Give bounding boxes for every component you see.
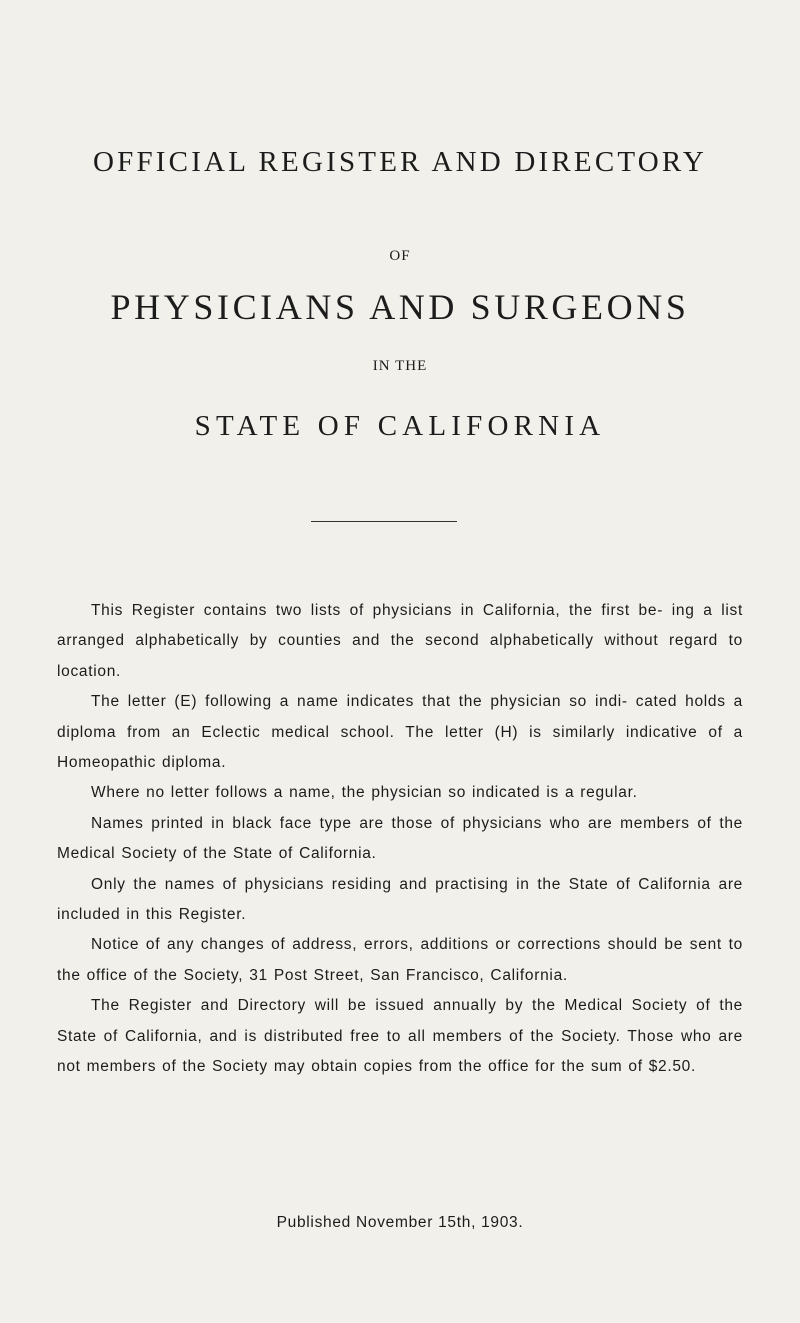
paragraph-black-face-type: Names printed in black face type are those of physicians who are members of the Medical Society of the State of California. (57, 814, 743, 863)
paragraph-lists: This Register contains two lists of physicians in California, the first be- ing a list arranged alphabetically by counties and the second alphabetically without regard to location. (57, 602, 743, 680)
paragraph-residing: Only the names of physicians residing and practising in the State of California are included in this Register. (57, 875, 743, 924)
title-line-official-register: OFFICIAL REGISTER AND DIRECTORY (93, 146, 707, 178)
title-line-of: OF (389, 248, 411, 264)
divider-rule (311, 521, 457, 522)
paragraph-eclectic-homeopathic: The letter (E) following a name indicates that the physician so indi- cated holds a diploma from an Eclectic medical school. The letter (H) is similarly indicative of a Homeopathic diploma. (57, 693, 743, 772)
title-line-state-of-california: STATE OF CALIFORNIA (194, 410, 606, 442)
paragraph-annual-issue: The Register and Directory will be issued annually by the Medical Society of the State of California, and is distributed free to all members of the Society. Those who are not members of the Society may obtain copies from the office for the sum of $2.50. (57, 997, 743, 1076)
title-line-physicians-surgeons: PHYSICIANS AND SURGEONS (110, 287, 690, 327)
paragraph-regular: Where no letter follows a name, the physician so indicated is a regular. (91, 784, 638, 802)
body-text (57, 596, 743, 1083)
paragraph-notice: Notice of any changes of address, errors, additions or corrections should be sent to the office of the Society, 31 Post Street, San Francisco, California. (57, 936, 743, 984)
published-date: Published November 15th, 1903. (276, 1214, 524, 1231)
title-line-in-the: IN THE (372, 358, 428, 374)
